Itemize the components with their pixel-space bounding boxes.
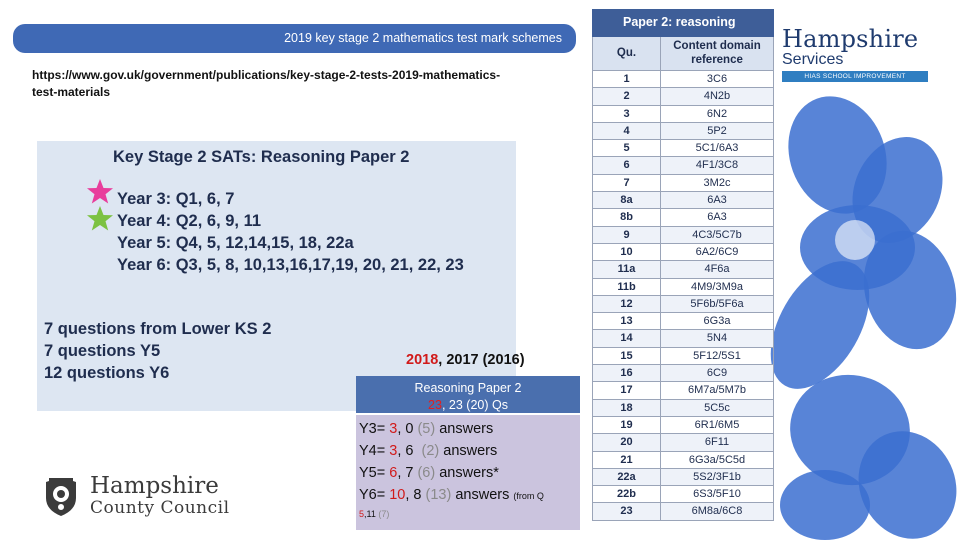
content-domain-cell: 5F12/5S1	[693, 349, 741, 362]
content-domain-cell: 6M8a/6C8	[691, 505, 743, 518]
content-domain-cell: 5F6b/5F6a	[690, 297, 744, 310]
question-count-2018: 23	[428, 397, 442, 412]
green-star-icon	[86, 205, 114, 232]
county-crest-icon	[40, 474, 82, 518]
question-number-cell: 11a	[593, 261, 661, 277]
content-domain-cell: 6R1/6M5	[694, 418, 740, 431]
content-domain-cell: 3C6	[706, 73, 728, 85]
answer-row-y3: Y3= 3, 0 (5) answers	[359, 421, 494, 437]
year3-questions: Year 3: Q1, 6, 7	[117, 190, 235, 208]
answer-row-y6: Y6= 10, 8 (13) answers (from Q	[359, 487, 544, 503]
reasoning-box-header	[356, 376, 580, 413]
table-row	[592, 400, 774, 417]
table-row	[592, 140, 774, 157]
page-title: Key Stage 2 SATs: Reasoning Paper 2	[113, 148, 410, 166]
question-number-cell: 15	[593, 348, 661, 364]
question-number-cell: 7	[593, 175, 661, 191]
year5-questions: Year 5: Q4, 5, 12,14,15, 18, 22a	[117, 234, 354, 252]
column-header-content-domain: Content domain reference	[661, 37, 773, 70]
table-body	[592, 71, 774, 521]
table-row	[592, 175, 774, 192]
table-row	[592, 106, 774, 123]
question-number-cell: 14	[593, 330, 661, 346]
content-domain-cell: 6F11	[704, 436, 730, 449]
content-domain-cell: 5S2/3F1b	[693, 470, 741, 483]
content-domain-cell: 4F1/3C8	[695, 159, 739, 172]
mark-schemes-banner	[13, 24, 576, 53]
content-domain-cell: 6G3a	[703, 315, 731, 328]
question-number-cell: 17	[593, 382, 661, 398]
table-row	[592, 244, 774, 261]
pink-star-icon	[86, 178, 114, 205]
answer-footnote: 5,11 (7)	[359, 509, 390, 519]
table-row	[592, 71, 774, 88]
hampshire-county-council-logo	[40, 474, 230, 518]
table-row	[592, 452, 774, 469]
content-domain-cell: 6A3	[707, 194, 727, 207]
years-note	[406, 352, 525, 368]
content-domain-cell: 3M2c	[703, 176, 731, 189]
content-domain-cell: 6C9	[706, 367, 728, 380]
content-domain-cell: 6A2/6C9	[695, 245, 739, 258]
reasoning-paper-table	[592, 9, 774, 521]
question-number-cell: 4	[593, 123, 661, 139]
table-row	[592, 296, 774, 313]
content-domain-cell: 5C5c	[704, 401, 730, 414]
source-url[interactable]: https://www.gov.uk/government/publications/key-stage-2-tests-2019-mathematics-test-materials	[32, 68, 501, 100]
question-number-cell: 6	[593, 157, 661, 173]
content-domain-cell: 5C1/6A3	[695, 142, 739, 155]
hampshire-services-name: Hampshire	[782, 25, 919, 53]
column-header-qu: Qu.	[593, 37, 661, 70]
year4-questions: Year 4: Q2, 6, 9, 11	[117, 212, 262, 230]
table-title: Paper 2: reasoning	[592, 9, 774, 37]
question-number-cell: 12	[593, 296, 661, 312]
question-number-cell: 8a	[593, 192, 661, 208]
question-number-cell: 16	[593, 365, 661, 381]
content-domain-cell: 6S3/5F10	[693, 488, 741, 501]
table-header	[592, 37, 774, 71]
question-number-cell: 20	[593, 434, 661, 450]
question-count-rest: , 23 (20) Qs	[441, 397, 508, 412]
table-row	[592, 157, 774, 174]
content-domain-cell: 5P2	[707, 124, 727, 137]
table-row	[592, 192, 774, 209]
table-row	[592, 313, 774, 330]
answer-row-y5: Y5= 6, 7 (6) answers*	[359, 465, 499, 481]
question-number-cell: 2	[593, 88, 661, 104]
table-row	[592, 261, 774, 278]
table-row	[592, 434, 774, 451]
table-row	[592, 417, 774, 434]
question-number-cell: 21	[593, 452, 661, 468]
hias-bar: HIAS SCHOOL IMPROVEMENT	[782, 71, 928, 82]
question-number-cell: 23	[593, 503, 661, 519]
hampshire-services-logo	[782, 26, 932, 82]
table-row	[592, 469, 774, 486]
question-number-cell: 22a	[593, 469, 661, 485]
question-number-cell: 10	[593, 244, 661, 260]
years-rest: , 2017 (2016)	[438, 352, 525, 368]
reasoning-box-answers	[356, 415, 580, 530]
question-number-cell: 18	[593, 400, 661, 416]
table-row	[592, 209, 774, 226]
question-number-cell: 11b	[593, 279, 661, 295]
content-domain-cell: 4M9/3M9a	[691, 280, 743, 293]
question-number-cell: 5	[593, 140, 661, 156]
question-number-cell: 19	[593, 417, 661, 433]
table-row	[592, 330, 774, 347]
table-row	[592, 365, 774, 382]
year-2018: 2018	[406, 352, 439, 368]
table-row	[592, 486, 774, 503]
table-row	[592, 227, 774, 244]
banner-title: 2019 key stage 2 mathematics test mark schemes	[284, 31, 562, 45]
content-domain-cell: 4N2b	[703, 90, 731, 103]
table-row	[592, 382, 774, 399]
content-domain-cell: 5N4	[706, 332, 728, 345]
table-row	[592, 279, 774, 296]
table-row	[592, 348, 774, 365]
hampshire-services-sub: Services	[782, 51, 844, 68]
question-number-cell: 22b	[593, 486, 661, 502]
content-domain-cell: 6G3a/5C5d	[688, 453, 746, 466]
reasoning-box-title: Reasoning Paper 2	[414, 381, 522, 395]
hcc-sub: County Council	[90, 498, 230, 518]
question-number-cell: 13	[593, 313, 661, 329]
summary-y5: 7 questions Y5	[44, 342, 161, 360]
content-domain-cell: 6A3	[707, 211, 727, 224]
summary-lower-ks2: 7 questions from Lower KS 2	[44, 320, 272, 338]
question-number-cell: 8b	[593, 209, 661, 225]
content-domain-cell: 4F6a	[704, 263, 730, 276]
content-domain-cell: 6N2	[706, 107, 728, 120]
table-row	[592, 88, 774, 105]
question-number-cell: 1	[593, 71, 661, 87]
table-row	[592, 123, 774, 140]
hcc-name: Hampshire	[90, 473, 219, 499]
content-domain-cell: 6M7a/5M7b	[687, 384, 747, 397]
question-number-cell: 9	[593, 227, 661, 243]
content-domain-cell: 4C3/5C7b	[692, 228, 742, 241]
table-row	[592, 503, 774, 520]
year6-questions: Year 6: Q3, 5, 8, 10,13,16,17,19, 20, 21, 22, 23	[117, 256, 464, 274]
answer-row-y4: Y4= 3, 6 (2) answers	[359, 443, 498, 459]
summary-y6: 12 questions Y6	[44, 364, 170, 382]
question-number-cell: 3	[593, 106, 661, 122]
